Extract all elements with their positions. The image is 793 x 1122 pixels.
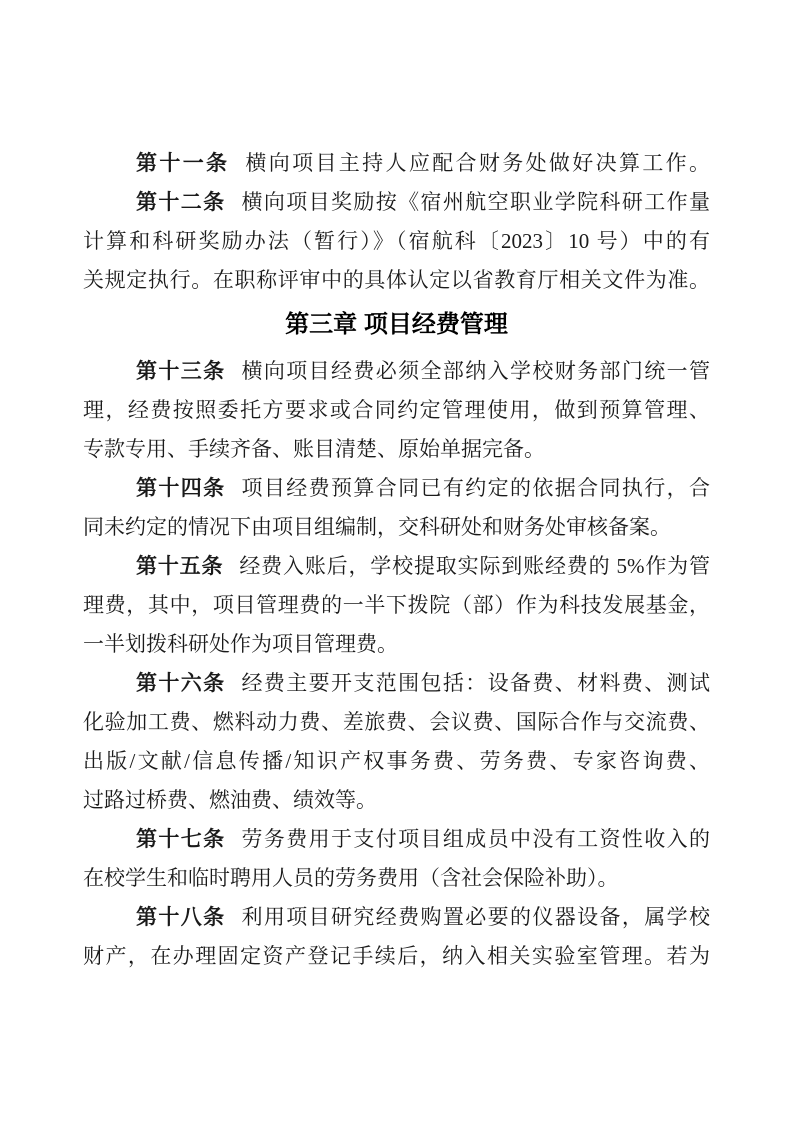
line-text: 横向项目奖励按《宿州航空职业学院科研工作量 <box>241 190 710 214</box>
paragraph-line <box>83 469 710 508</box>
line-text: 专款专用、手续齐备、账目清楚、原始单据完备。 <box>83 437 545 461</box>
article-number: 第十三条 <box>136 359 226 383</box>
article-paragraph <box>83 469 710 547</box>
article-paragraph <box>83 144 710 183</box>
line-text: 同未约定的情况下由项目组编制，交科研处和财务处审核备案。 <box>83 515 671 539</box>
document-body <box>83 144 710 976</box>
paragraph-line <box>83 352 710 391</box>
line-text: 在校学生和临时聘用人员的劳务费用（含社会保险补助）。 <box>83 866 619 890</box>
paragraph-line <box>83 703 710 742</box>
line-text: 理费，其中，项目管理费的一半下拨院（部）作为科技发展基金， <box>83 593 710 617</box>
line-text: 项目经费预算合同已有约定的依据合同执行，合 <box>241 476 710 500</box>
paragraph-line <box>83 222 710 261</box>
paragraph-line <box>83 391 710 430</box>
article-paragraph <box>83 820 710 898</box>
article-number: 第十二条 <box>136 190 226 214</box>
paragraph-line <box>83 144 710 183</box>
line-text: 经费主要开支范围包括：设备费、材料费、测试 <box>241 671 710 695</box>
line-text: 横向项目主持人应配合财务处做好决算工作。 <box>245 151 710 175</box>
article-number: 第十一条 <box>136 151 230 175</box>
chapter-heading: 第三章 项目经费管理 <box>285 311 508 338</box>
line-text: 出版/文献/信息传播/知识产权事务费、劳务费、专家咨询费、 <box>83 749 710 773</box>
article-number: 第十五条 <box>136 554 224 578</box>
paragraph-line <box>83 781 710 820</box>
paragraph-line <box>83 508 710 547</box>
article-number: 第十四条 <box>136 476 226 500</box>
line-text: 财产，在办理固定资产登记手续后，纳入相关实验室管理。若为 <box>83 944 710 968</box>
line-text: 一半划拨科研处作为项目管理费。 <box>83 632 398 656</box>
article-number: 第十八条 <box>136 905 226 929</box>
line-text: 化验加工费、燃料动力费、差旅费、会议费、国际合作与交流费、 <box>83 710 710 734</box>
article-number: 第十六条 <box>136 671 226 695</box>
paragraph-line <box>83 937 710 976</box>
paragraph-line <box>83 547 710 586</box>
article-paragraph <box>83 352 710 469</box>
line-text: 横向项目经费必须全部纳入学校财务部门统一管 <box>241 359 710 383</box>
article-number: 第十七条 <box>136 827 226 851</box>
line-text: 劳务费用于支付项目组成员中没有工资性收入的 <box>241 827 710 851</box>
line-text: 关规定执行。在职称评审中的具体认定以省教育厅相关文件为准。 <box>83 268 710 292</box>
article-paragraph <box>83 898 710 976</box>
paragraph-line <box>83 183 710 222</box>
article-paragraph <box>83 183 710 300</box>
article-paragraph <box>83 547 710 664</box>
paragraph-line <box>83 742 710 781</box>
paragraph-line <box>83 820 710 859</box>
paragraph-line <box>83 898 710 937</box>
article-paragraph <box>83 664 710 820</box>
paragraph-line <box>83 664 710 703</box>
line-text: 经费入账后，学校提取实际到账经费的 5%作为管 <box>239 554 710 578</box>
line-text: 利用项目研究经费购置必要的仪器设备，属学校 <box>241 905 710 929</box>
line-text: 计算和科研奖励办法（暂行）》（宿航科〔2023〕10 号）中的有 <box>83 229 710 253</box>
paragraph-line <box>83 261 710 300</box>
paragraph-line <box>83 586 710 625</box>
paragraph-line <box>83 625 710 664</box>
paragraph-line <box>83 859 710 898</box>
paragraph-line <box>83 430 710 469</box>
line-text: 过路过桥费、燃油费、绩效等。 <box>83 788 377 812</box>
line-text: 理，经费按照委托方要求或合同约定管理使用，做到预算管理、 <box>83 398 710 422</box>
